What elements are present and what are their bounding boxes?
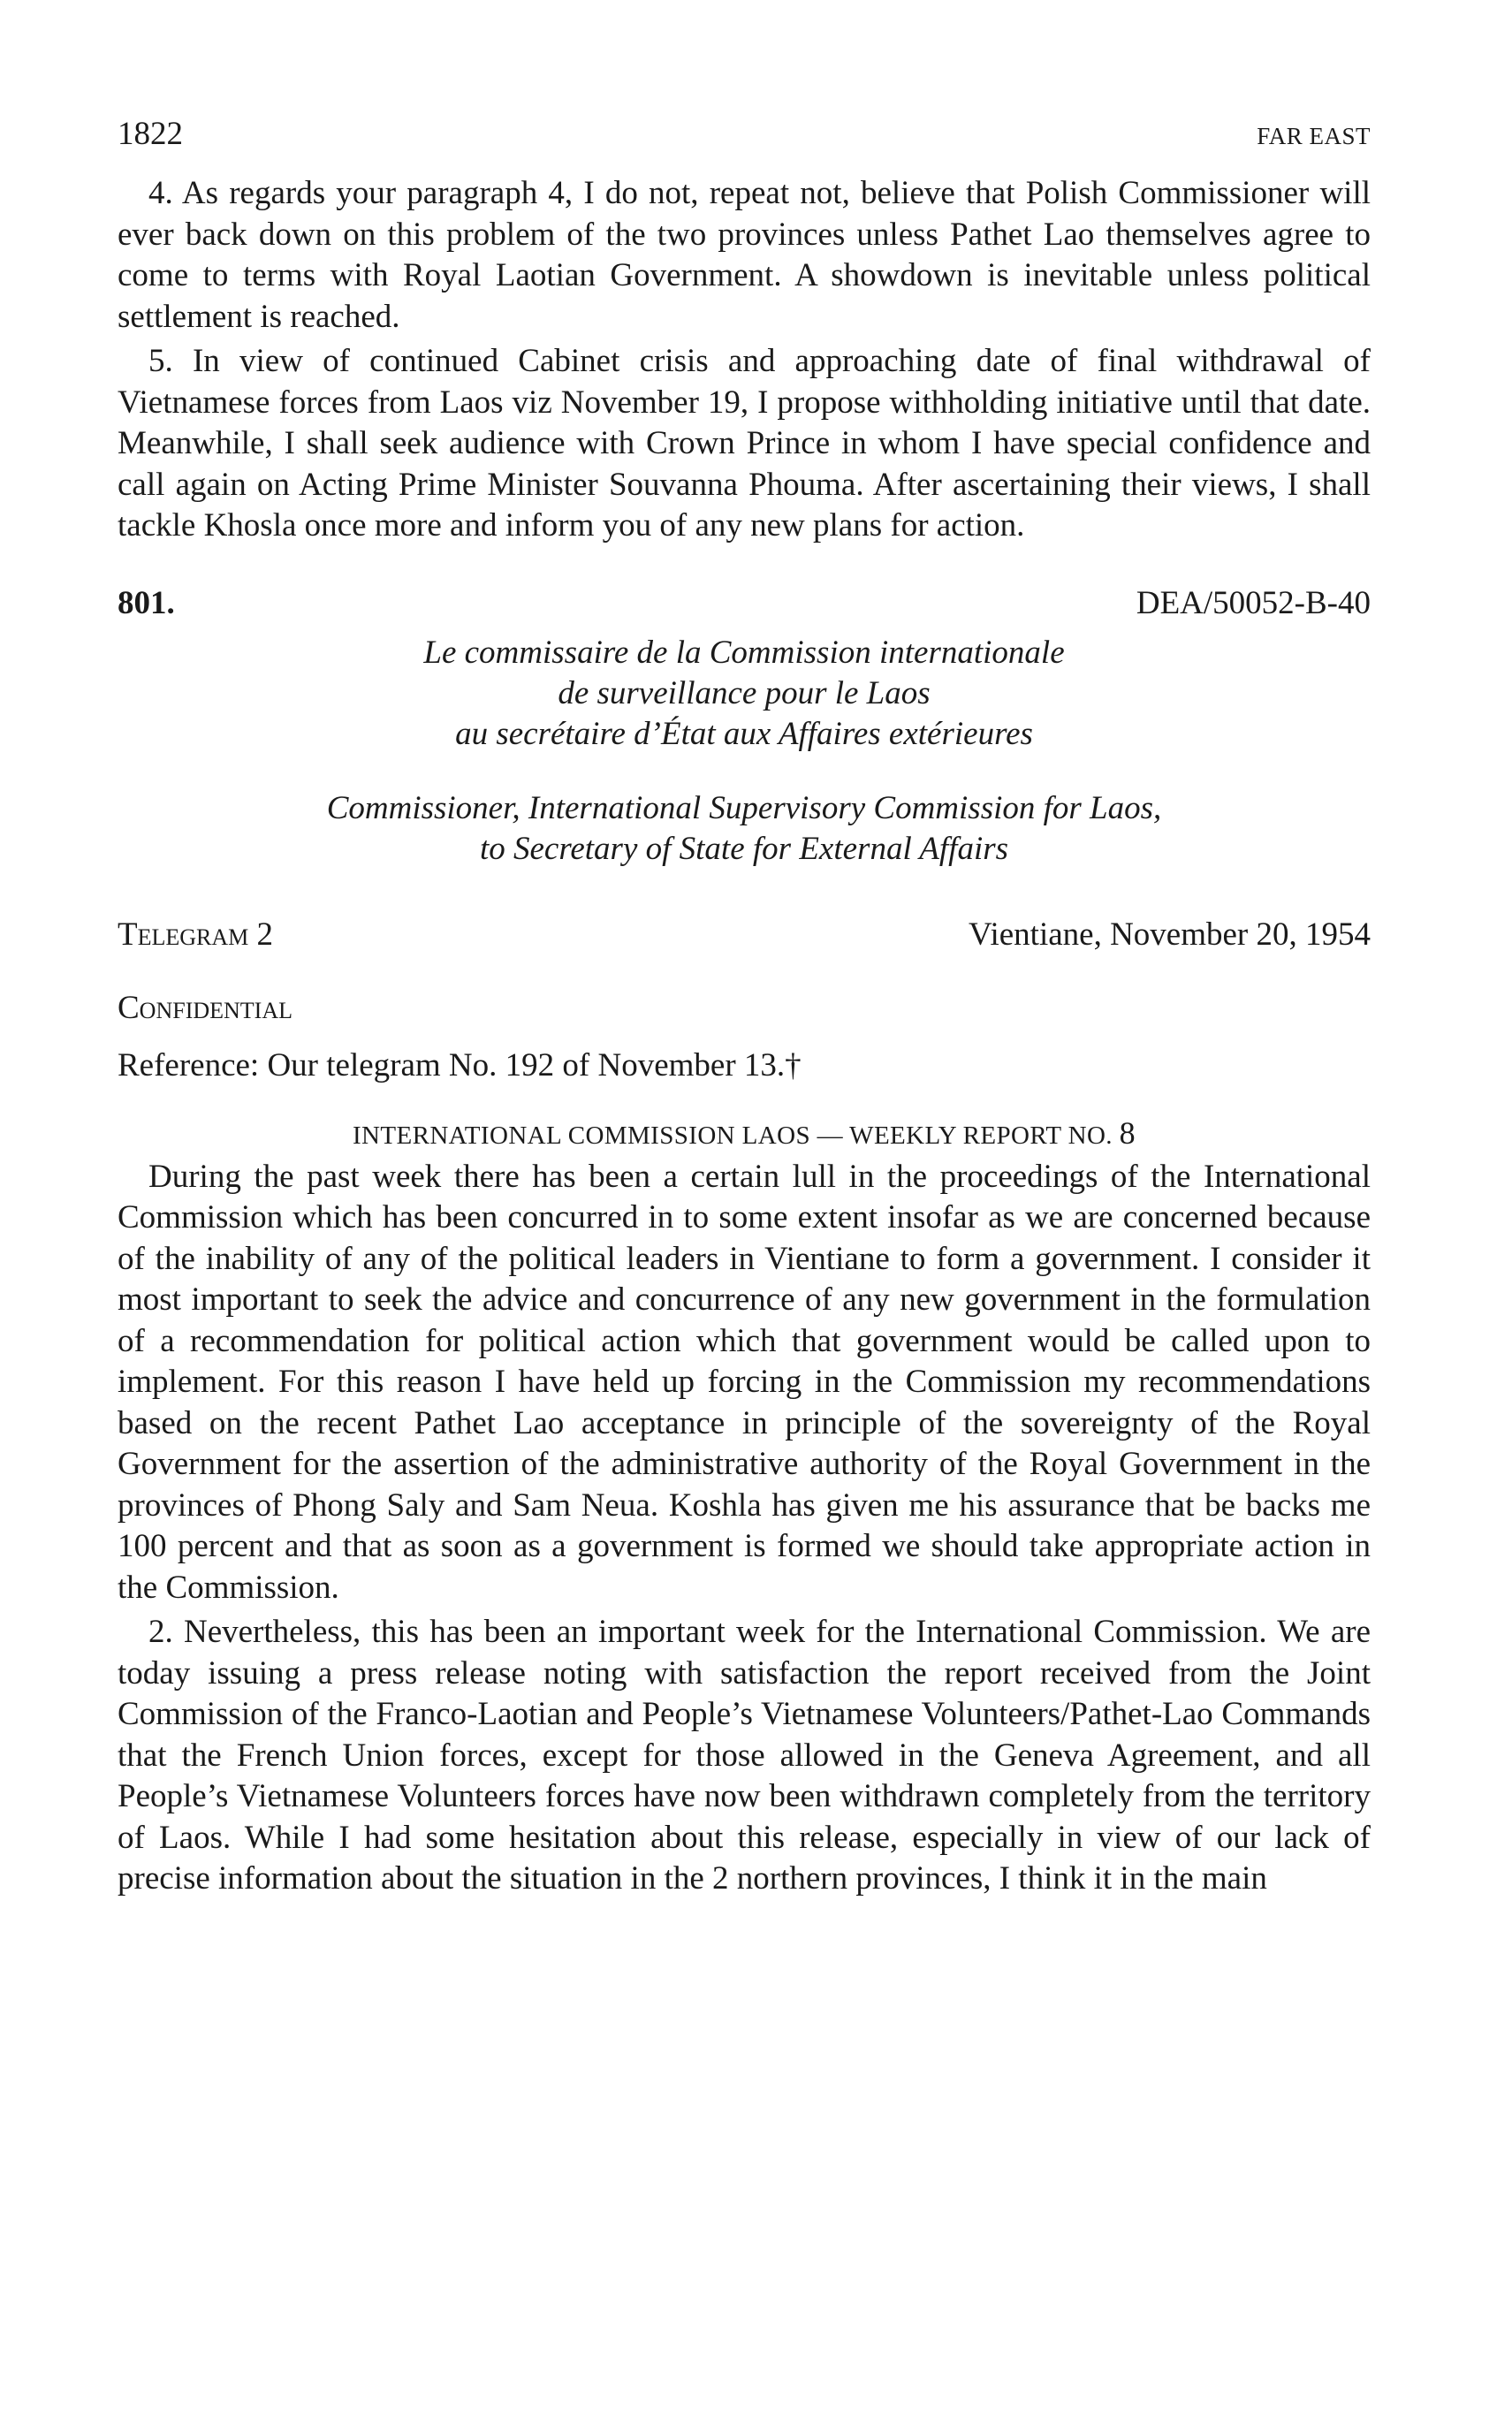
report-paragraph-2: 2. Nevertheless, this has been an important week for the International Commission. We are today issuing a press release noting with satisfaction the report received from the Joint Commission of the Franco-Laotian and People’s Vietnamese Volunteers/Pathet-Lao Commands that the French Union forces, except for those allowed in the Geneva Agreement, and all People’s Vietnamese Volunteers forces have now been withdrawn completely from the territory of Laos. While I had some hesitation about this release, especially in view of our lack of precise information about the situation in the 2 northern provinces, I think it in the main	[118, 1614, 1371, 1897]
running-head	[118, 115, 1371, 173]
running-head-section: FAR EAST	[1257, 123, 1371, 149]
paragraph-5: 5. In view of continued Cabinet crisis and approaching date of final withdrawal of Vietnamese forces from Laos viz November 19, I propose withholding initiative until that date. Meanwhile, I shall seek audience with Crown Prince in whom I have special confidence and call again on Acting Prime Minister Souvanna Phouma. After ascertaining their views, I shall tackle Khosla once more and inform you of any new plans for action.	[118, 343, 1371, 544]
classification: Confidential	[118, 989, 293, 1026]
report-title-text: INTERNATIONAL COMMISSION LAOS — WEEKLY REPORT NO.	[352, 1121, 1113, 1150]
page-number: 1822	[118, 116, 183, 152]
telegram-label: Telegram 2	[118, 916, 274, 953]
french-heading-line: au secrétaire d’État aux Affaires extérieures	[455, 715, 1033, 752]
paragraph-4: 4. As regards your paragraph 4, I do not, repeat not, believe that Polish Commissioner will ever back down on this problem of the two provinces unless Pathet Lao themselves agree to come to terms with Royal Laotian Government. A showdown is inevitable unless political settlement is reached.	[118, 175, 1371, 335]
french-heading	[118, 633, 1371, 755]
french-heading-line: de surveillance pour le Laos	[558, 674, 931, 711]
reference-line: Reference: Our telegram No. 192 of November 13.†	[118, 1046, 802, 1083]
report-body	[118, 1157, 1371, 1900]
french-heading-line: Le commissaire de la Commission internationale	[423, 634, 1065, 671]
document-header	[118, 584, 1371, 622]
previous-document-continuation	[118, 173, 1371, 547]
document-page	[118, 115, 1371, 1900]
document-number: 801.	[118, 584, 175, 621]
report-number: 8	[1119, 1114, 1136, 1151]
english-heading-line: Commissioner, International Supervisory Commission for Laos,	[326, 789, 1162, 826]
file-reference: DEA/50052-B-40	[1136, 584, 1371, 621]
report-title	[118, 1114, 1371, 1152]
english-heading	[118, 788, 1371, 870]
place-date: Vientiane, November 20, 1954	[968, 916, 1371, 953]
report-paragraph-1: During the past week there has been a certain lull in the proceedings of the International Commission which has been concurred in to some extent insofar as we are concerned because of the inability of any of the political leaders in Vientiane to form a government. I consider it most important to seek the advice and concurrence of any new government in the formulation of a recommendation for political action which that government would be called upon to implement. For this reason I have held up forcing in the Commission my recommendations based on the recent Pathet Lao acceptance in principle of the sovereignty of the Royal Government for the assertion of the administrative authority of the Royal Government in the provinces of Phong Saly and Sam Neua. Koshla has given me his assurance that be backs me 100 percent and that as soon as a government is formed we should take appropriate action in the Commission.	[118, 1158, 1371, 1606]
english-heading-line: to Secretary of State for External Affairs	[479, 830, 1009, 867]
telegram-meta	[118, 916, 1371, 954]
